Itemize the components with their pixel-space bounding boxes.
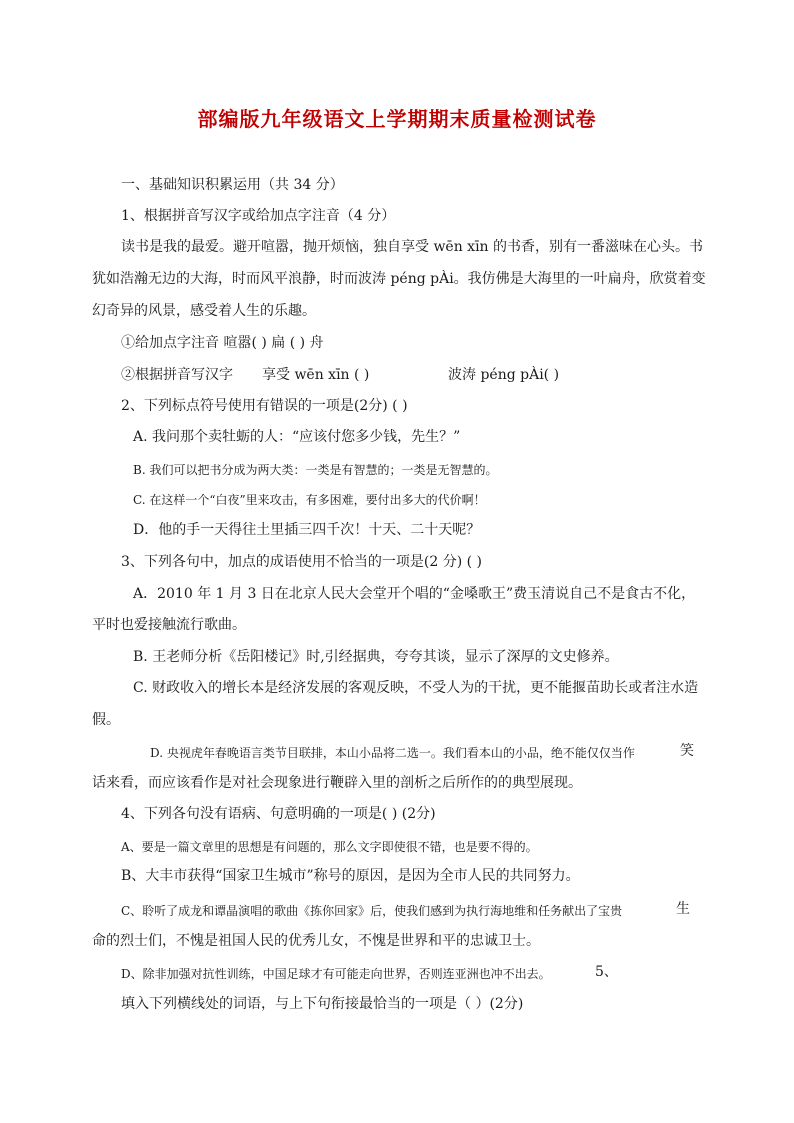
question-4-option-a: A、要是一篇文章里的思想是有问题的，那么文字即使很不错，也是要不得的。 — [121, 840, 538, 854]
question-3-option-d-line-1-end: 笑 — [680, 743, 694, 759]
question-4-option-c-line-1-end: 生 — [676, 901, 690, 917]
question-3-option-a-line-1: A．2010 年 1 月 3 日在北京人民大会堂开个唱的“金嗓歌王”费玉清说自己不是食古不化， — [133, 586, 696, 602]
question-2-stem: 2、下列标点符号使用有错误的一项是(2分) ( ) — [121, 398, 408, 414]
question-1-sub-2-item-a: 享受 wēn xīn ( ) — [262, 367, 370, 383]
question-3-option-b: B. 王老师分析《岳阳楼记》时,引经据典，夸夸其谈，显示了深厚的文史修养。 — [133, 649, 619, 665]
question-1-stem: 1、根据拼音写汉字或给加点字注音（4 分） — [121, 208, 396, 224]
question-2-option-d: D．他的手一天得往土里插三四千次！十天、二十天呢？ — [133, 522, 481, 538]
question-3-option-a-line-2: 平时也爱接触流行歌曲。 — [92, 617, 246, 633]
question-3-option-c-line-2: 假。 — [92, 712, 120, 728]
question-4-stem: 4、下列各句没有语病、句意明确的一项是( ) (2分) — [121, 806, 436, 822]
question-3-option-d-line-1: D. 央视虎年春晚语言类节目联排，本山小品将二选一。我们看本山的小品，绝不能仅仅当作 — [150, 746, 635, 760]
question-4-option-d: D、除非加强对抗性训练，中国足球才有可能走向世界，否则连亚洲也冲不出去。 — [121, 967, 551, 981]
question-3-option-c-line-1: C. 财政收入的增长本是经济发展的客观反映，不受人为的干扰，更不能揠苗助长或者注水造 — [133, 680, 699, 696]
question-5-number: 5、 — [595, 964, 618, 980]
question-1-sub-2-label: ②根据拼音写汉字 — [121, 367, 233, 383]
question-2-option-b: B. 我们可以把书分成为两大类：一类是有智慧的；一类是无智慧的。 — [133, 463, 498, 477]
question-2-option-c: C. 在这样一个“白夜”里来攻击，有多困难，要付出多大的代价啊！ — [133, 493, 486, 507]
question-5-stem: 填入下列横线处的词语，与上下句衔接最恰当的一项是（ ）(2分) — [121, 996, 524, 1012]
question-1-passage-line-1: 读书是我的最爱。避开喧嚣，抛开烦恼，独自享受 wēn xīn 的书香，别有一番滋味在心头。书 — [121, 239, 704, 255]
question-3-stem: 3、下列各句中，加点的成语使用不恰当的一项是(2 分) ( ) — [121, 554, 483, 570]
question-4-option-b: B、大丰市获得“国家卫生城市”称号的原因，是因为全市人民的共同努力。 — [121, 868, 580, 884]
question-4-option-c-line-1: C、聆听了成龙和谭晶演唱的歌曲《拣你回家》后，使我们感到为执行海地维和任务献出了宝贵 — [121, 904, 623, 918]
question-1-passage-line-3: 幻奇异的风景，感受着人生的乐趣。 — [92, 303, 316, 319]
question-4-option-c-line-2: 命的烈士们，不愧是祖国人民的优秀儿女，不愧是世界和平的忠诚卫士。 — [92, 933, 540, 949]
question-1-sub-1: ①给加点字注音 喧嚣( ) 扁 ( ) 舟 — [121, 335, 324, 351]
question-3-option-d-line-2: 话来看，而应该看作是对社会现象进行鞭辟入里的剖析之后所作的的典型展现。 — [92, 775, 582, 791]
page-title: 部编版九年级语文上学期期末质量检测试卷 — [197, 107, 597, 131]
question-2-option-a: A. 我问那个卖牡蛎的人：“应该付您多少钱，先生？” — [133, 429, 461, 445]
question-1-sub-2-item-b: 波涛 péng pÀi( ) — [448, 367, 560, 383]
question-1-passage-line-2: 犹如浩瀚无边的大海，时而风平浪静，时而波涛 péng pÀi。我仿佛是大海里的一叶扁舟，欣赏着变 — [92, 271, 706, 287]
section-heading: 一、基础知识积累运用（共 34 分） — [121, 177, 344, 193]
